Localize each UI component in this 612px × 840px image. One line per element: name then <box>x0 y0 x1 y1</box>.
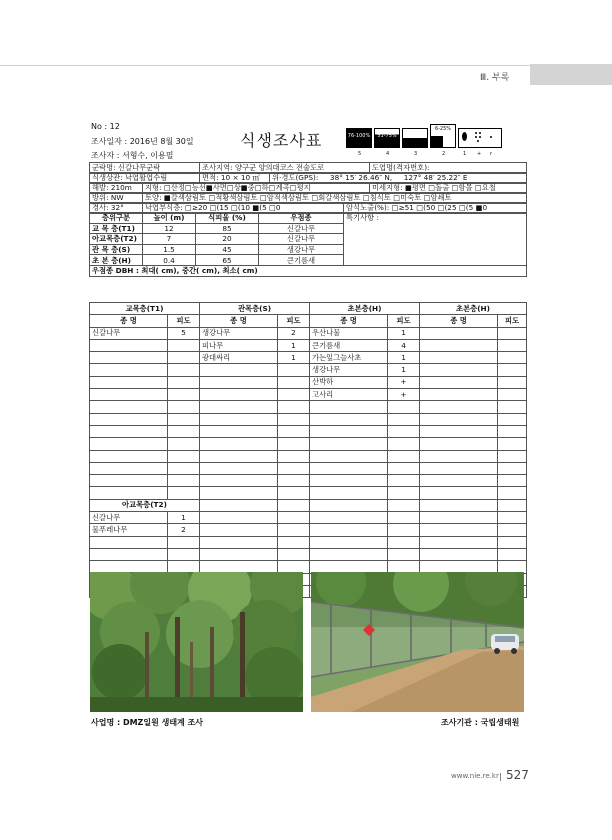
species-name <box>90 364 168 376</box>
table-row <box>90 413 527 425</box>
record-number: No : 12 <box>91 122 120 131</box>
species-name <box>420 536 498 548</box>
species-name <box>200 536 278 548</box>
species-cover <box>168 364 200 376</box>
table-row <box>90 475 527 487</box>
species-cover: + <box>388 389 420 401</box>
species-cover <box>388 438 420 450</box>
rock-exposure: 암석노출(%): □≥51 □(50 □(25 □(5 ■0 <box>344 203 527 214</box>
strata-dominant: 신갈나무 <box>259 223 344 234</box>
species-cover <box>278 413 310 425</box>
strata-cover: 65 <box>196 255 259 266</box>
table-row <box>90 352 527 364</box>
strata-header: 식피율 (%) <box>196 213 259 224</box>
site-photo-forest <box>90 572 303 712</box>
plot-area: 면적: 10 × 10 ㎡ <box>200 173 270 184</box>
table-row <box>90 389 527 401</box>
species-cover <box>278 487 310 499</box>
species-cover: 2 <box>278 327 310 339</box>
microterrain: 미세지형: ■평면 □돌출 □함몰 □요철 <box>370 183 527 194</box>
species-cover <box>278 524 310 536</box>
species-cover <box>278 548 310 560</box>
species-name <box>420 401 498 413</box>
species-cover: 2 <box>168 524 200 536</box>
species-name <box>420 425 498 437</box>
layer-header-t1: 교목층(T1) <box>90 303 200 315</box>
species-name <box>90 450 168 462</box>
species-name <box>420 462 498 474</box>
table-row <box>90 548 527 560</box>
coverage-box-number: 3 <box>414 151 418 157</box>
col-species: 종 명 <box>420 315 498 327</box>
strata-cover: 85 <box>196 223 259 234</box>
species-name: 피나무 <box>200 339 278 351</box>
strata-name: 아교목층(T2) <box>90 234 143 245</box>
header-rule <box>0 65 612 66</box>
species-cover: 1 <box>278 352 310 364</box>
species-name <box>200 524 278 536</box>
species-cover <box>498 512 527 524</box>
col-cover: 피도 <box>168 315 200 327</box>
dot-large-icon <box>462 132 467 141</box>
project-name: 사업명 : DMZ일원 생태계 조사 <box>91 718 204 727</box>
species-cover: 5 <box>168 327 200 339</box>
gps-longitude: 127° 48′ 25.22″ E <box>403 173 468 183</box>
species-name <box>420 364 498 376</box>
survey-agency: 조사기관 : 국립생태원 <box>441 718 520 727</box>
species-name <box>90 548 168 560</box>
species-name <box>90 475 168 487</box>
litter-layer: 낙엽부식층: □≥20 □(15 □(10 ■(5 □0 <box>143 203 344 214</box>
species-cover <box>388 487 420 499</box>
species-cover <box>278 425 310 437</box>
table-row <box>90 327 527 339</box>
species-cover <box>388 548 420 560</box>
page-number: 527 <box>506 768 529 782</box>
dot-single-icon <box>490 136 492 138</box>
species-name <box>310 413 388 425</box>
species-name: 가는잎그늘사초 <box>310 352 388 364</box>
species-cover <box>498 339 527 351</box>
species-name <box>90 536 168 548</box>
species-cover: + <box>388 376 420 388</box>
species-cover <box>388 499 420 511</box>
species-cover <box>498 364 527 376</box>
species-table <box>89 302 527 598</box>
species-name <box>200 425 278 437</box>
surveyors: 조사자 : 서형수, 이용필 <box>91 151 174 160</box>
species-cover: 1 <box>388 327 420 339</box>
col-species: 종 명 <box>200 315 278 327</box>
species-name <box>420 339 498 351</box>
terrain: 지형: □산정□능선■사면□상■중□하□계곡□평지 <box>143 183 370 194</box>
species-name <box>420 548 498 560</box>
coverage-box-small <box>458 128 502 148</box>
species-name: 큰기름새 <box>310 339 388 351</box>
survey-date: 조사일자 : 2016년 8월 30일 <box>91 137 194 146</box>
species-name: 산박하 <box>310 376 388 388</box>
chapter-label: Ⅲ. 부록 <box>480 73 510 83</box>
strata-dominant: 생강나무 <box>259 244 344 255</box>
species-cover <box>278 536 310 548</box>
aspect: 방위: NW <box>90 193 143 204</box>
dominant-dbh: 우점종 DBH : 최대( cm), 중간( cm), 최소( cm) <box>90 265 527 276</box>
species-name <box>200 512 278 524</box>
species-cover <box>168 352 200 364</box>
layer-header-h2: 초본층(H) <box>420 303 527 315</box>
table-row <box>90 401 527 413</box>
col-cover: 피도 <box>278 315 310 327</box>
species-cover <box>388 450 420 462</box>
species-cover <box>498 475 527 487</box>
species-cover <box>168 487 200 499</box>
species-cover <box>498 401 527 413</box>
col-cover: 피도 <box>498 315 527 327</box>
species-cover: 1 <box>168 512 200 524</box>
community-name: 군락명: 신갈나무군락 <box>90 163 200 174</box>
species-name <box>420 352 498 364</box>
soil-type: 토양: ■갈색삼림토 □적황색삼림토 □암적색삼림토 □회갈색삼림토 □침식토 □미숙토 □암쇄토 <box>143 193 527 204</box>
coverage-box-label: 76-100% <box>347 133 371 139</box>
coverage-small-number: 1 <box>463 151 467 157</box>
species-name <box>200 401 278 413</box>
strata-header: 우점종 <box>259 213 344 224</box>
species-cover <box>168 413 200 425</box>
species-name: 물푸레나무 <box>90 524 168 536</box>
table-row <box>90 339 527 351</box>
species-cover <box>388 425 420 437</box>
species-name <box>200 413 278 425</box>
species-name <box>200 364 278 376</box>
strata-cover: 20 <box>196 234 259 245</box>
species-name <box>90 425 168 437</box>
species-name <box>200 438 278 450</box>
coverage-small-number: r <box>490 151 493 157</box>
species-name <box>420 376 498 388</box>
species-cover <box>498 376 527 388</box>
table-row <box>90 425 527 437</box>
species-cover <box>168 438 200 450</box>
remarks: 특기사항 : <box>344 213 527 266</box>
species-name <box>90 339 168 351</box>
strata-name: 관 목 층(S) <box>90 244 143 255</box>
species-cover <box>498 438 527 450</box>
species-name <box>310 438 388 450</box>
species-cover <box>168 548 200 560</box>
species-name <box>310 401 388 413</box>
map-number: 도엽명(격자번호): <box>370 163 527 174</box>
species-cover <box>498 352 527 364</box>
chapter-tab <box>530 64 612 85</box>
species-cover <box>168 401 200 413</box>
coverage-box-5 <box>346 128 372 148</box>
species-name <box>420 413 498 425</box>
dots-few-icon <box>475 132 477 134</box>
coverage-box-label: 6-25% <box>434 126 452 132</box>
species-name: 우산나물 <box>310 327 388 339</box>
species-name <box>420 389 498 401</box>
species-name <box>310 536 388 548</box>
footer-divider <box>500 773 501 781</box>
elevation: 해발: 210m <box>90 183 143 194</box>
species-name <box>310 475 388 487</box>
table-row <box>90 376 527 388</box>
species-cover <box>498 327 527 339</box>
species-cover <box>278 389 310 401</box>
strata-cover: 45 <box>196 244 259 255</box>
species-name <box>310 524 388 536</box>
species-cover <box>278 499 310 511</box>
table-row <box>90 524 527 536</box>
strata-name: 초 본 층(H) <box>90 255 143 266</box>
species-name <box>420 487 498 499</box>
website-url: www.nie.re.kr <box>451 772 499 780</box>
species-name <box>90 462 168 474</box>
layer-header-t2: 아교목층(T2) <box>90 499 200 511</box>
species-cover <box>388 524 420 536</box>
species-cover <box>498 548 527 560</box>
species-name <box>90 376 168 388</box>
species-name: 신갈나무 <box>90 327 168 339</box>
species-cover <box>168 389 200 401</box>
species-name <box>310 512 388 524</box>
species-cover <box>498 536 527 548</box>
strata-height: 1.5 <box>143 244 196 255</box>
species-name <box>420 327 498 339</box>
species-cover <box>168 462 200 474</box>
page-title: 식생조사표 <box>240 131 323 150</box>
species-name <box>200 548 278 560</box>
species-name <box>310 548 388 560</box>
coverage-box-number: 4 <box>386 151 390 157</box>
species-cover: 1 <box>388 364 420 376</box>
species-name <box>310 487 388 499</box>
coverage-box-number: 2 <box>442 151 446 157</box>
species-name <box>310 425 388 437</box>
strata-header: 층위구분 <box>90 213 143 224</box>
species-cover <box>498 413 527 425</box>
species-cover <box>388 413 420 425</box>
species-cover <box>498 499 527 511</box>
species-name <box>200 499 278 511</box>
gps-label: 위·경도(GPS): <box>272 173 319 183</box>
species-name: 신갈나무 <box>90 512 168 524</box>
table-row <box>90 487 527 499</box>
species-cover <box>278 401 310 413</box>
strata-table <box>89 212 527 277</box>
species-cover <box>388 462 420 474</box>
table-row <box>90 462 527 474</box>
species-cover <box>498 462 527 474</box>
species-cover <box>498 487 527 499</box>
table-row <box>90 512 527 524</box>
coverage-fill <box>431 136 443 147</box>
species-name <box>90 438 168 450</box>
species-cover <box>498 450 527 462</box>
species-name <box>90 401 168 413</box>
strata-height: 0.4 <box>143 255 196 266</box>
species-cover <box>498 524 527 536</box>
strata-name: 교 목 층(T1) <box>90 223 143 234</box>
site-photo-road <box>311 572 524 712</box>
strata-dominant: 큰기름새 <box>259 255 344 266</box>
species-name <box>420 475 498 487</box>
table-row <box>90 438 527 450</box>
col-species: 종 명 <box>310 315 388 327</box>
coverage-box-2 <box>430 124 456 148</box>
strata-height: 7 <box>143 234 196 245</box>
species-cover <box>168 425 200 437</box>
species-name <box>310 499 388 511</box>
species-cover <box>168 376 200 388</box>
species-cover <box>278 364 310 376</box>
col-cover: 피도 <box>388 315 420 327</box>
species-cover <box>278 462 310 474</box>
species-name <box>90 389 168 401</box>
species-cover: 1 <box>278 339 310 351</box>
species-name <box>200 389 278 401</box>
slope: 경사: 32° <box>90 203 143 214</box>
species-name <box>420 524 498 536</box>
species-name <box>200 376 278 388</box>
col-species: 종 명 <box>90 315 168 327</box>
coverage-small-number: + <box>477 151 482 157</box>
strata-header: 높이 (m) <box>143 213 196 224</box>
coverage-box-label: 51-75% <box>377 133 397 139</box>
species-cover <box>388 401 420 413</box>
species-name <box>200 462 278 474</box>
species-cover: 1 <box>388 352 420 364</box>
survey-location: 조사지역: 양구군 양의대코스 전술도로 <box>200 163 370 174</box>
species-name <box>420 499 498 511</box>
species-name <box>200 487 278 499</box>
table-row <box>90 499 527 511</box>
species-name <box>200 450 278 462</box>
coverage-box-number: 5 <box>358 151 362 157</box>
layer-header-s: 관목층(S) <box>200 303 310 315</box>
coverage-box-label: 26-50% <box>405 133 425 139</box>
species-cover <box>388 512 420 524</box>
species-cover <box>168 339 200 351</box>
species-name: 광대싸리 <box>200 352 278 364</box>
species-cover: 4 <box>388 339 420 351</box>
vegetation-physiognomy: 식생상관: 낙엽활엽수림 <box>90 173 200 184</box>
species-name <box>310 450 388 462</box>
strata-height: 12 <box>143 223 196 234</box>
table-row <box>90 364 527 376</box>
species-name <box>420 450 498 462</box>
species-name <box>200 475 278 487</box>
table-row <box>90 450 527 462</box>
species-name <box>90 487 168 499</box>
coverage-box-3 <box>402 128 428 148</box>
species-cover <box>388 475 420 487</box>
species-name <box>310 462 388 474</box>
gps-latitude: 38° 15′ 26.46″ N, <box>329 173 393 183</box>
species-cover <box>388 536 420 548</box>
species-cover <box>278 376 310 388</box>
species-name <box>90 413 168 425</box>
species-cover <box>498 389 527 401</box>
species-cover <box>168 536 200 548</box>
table-row <box>90 536 527 548</box>
species-name <box>90 352 168 364</box>
species-name: 생강나무 <box>310 364 388 376</box>
species-name <box>420 438 498 450</box>
species-cover <box>278 475 310 487</box>
species-cover <box>498 425 527 437</box>
strata-dominant: 신갈나무 <box>259 234 344 245</box>
species-name: 생강나무 <box>200 327 278 339</box>
species-cover <box>168 475 200 487</box>
species-cover <box>168 450 200 462</box>
species-name <box>420 512 498 524</box>
species-cover <box>278 438 310 450</box>
species-cover <box>278 512 310 524</box>
layer-header-h: 초본층(H) <box>310 303 420 315</box>
species-name: 고사리 <box>310 389 388 401</box>
species-cover <box>278 450 310 462</box>
coverage-box-4 <box>374 128 400 148</box>
